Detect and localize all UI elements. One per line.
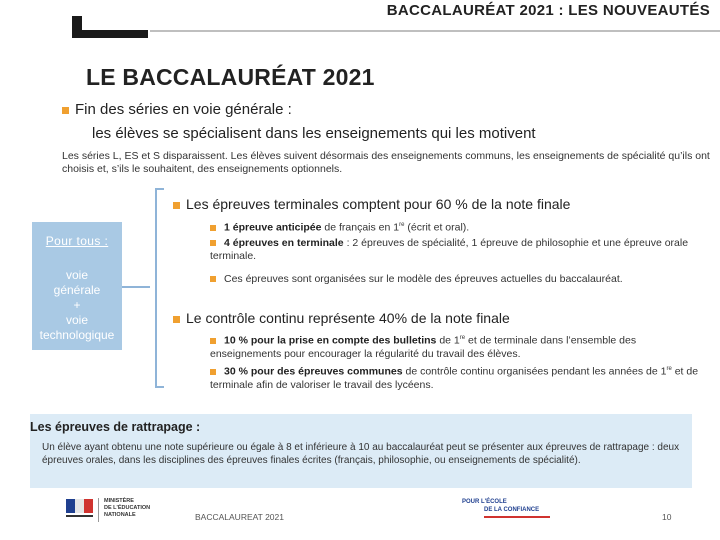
bullet-square-icon: [210, 225, 216, 231]
footer-title: BACCALAUREAT 2021: [195, 512, 284, 522]
audience-box: [32, 222, 122, 350]
confiance-line: POUR L'ÉCOLE: [462, 499, 507, 505]
bullet-square-icon: [62, 107, 69, 114]
audience-body: [32, 268, 122, 343]
item-bold: 10 % pour la prise en compte des bulletins: [224, 334, 437, 347]
intro-line-2: les élèves se spécialisent dans les enseignements qui les motivent: [92, 125, 536, 142]
item-sup: re: [459, 335, 466, 341]
confiance-line: DE LA CONFIANCE: [484, 507, 540, 513]
item-text: de contrôle continu organisées pendant les années de 1: [405, 365, 667, 378]
confiance-text: [462, 498, 539, 514]
intro-bold: en voie générale :: [172, 101, 292, 118]
logo-divider: [98, 498, 99, 522]
ministry-text: [104, 498, 150, 519]
item-text: de 1: [439, 334, 460, 347]
page-number: 10: [662, 512, 672, 522]
bullet-square-icon: [210, 240, 216, 246]
bullet-square-icon: [210, 338, 216, 344]
audience-line: voie: [65, 268, 88, 282]
item-text: : 2 épreuves de spécialité, 1 épreuve de philosophie et une épreuve orale terminale.: [210, 237, 689, 262]
ministry-line: MINISTÈRE: [104, 498, 134, 504]
audience-heading: Pour tous :: [45, 234, 109, 248]
audience-line: technologique: [39, 328, 115, 342]
ministry-line: NATIONALE: [104, 512, 136, 518]
rattrapage-body: Un élève ayant obtenu une note supérieure ou égale à 8 et inférieure à 10 au baccalauréat peut se présenter aux épreuves de rattrapage : deux épreuves orales, dans les disciplines des épreuves finales écrites (français, philosophie, ou enseignements de spécialité).: [42, 442, 680, 466]
item-sup: re: [666, 366, 672, 372]
item-text: (écrit et oral).: [407, 221, 470, 234]
continu-heading-text: Le contrôle continu représente 40% de la note finale: [186, 310, 510, 326]
terminales-heading-text: Les épreuves terminales comptent pour 60 % de la note finale: [186, 196, 571, 212]
audience-line: générale: [53, 283, 101, 297]
audience-line: +: [73, 298, 81, 312]
marianne-flag-icon: [62, 495, 96, 525]
bullet-square-icon: [173, 202, 180, 209]
continu-heading: [173, 310, 510, 326]
item-text: de français en 1: [324, 221, 400, 234]
corner-logo-horizontal: [72, 30, 148, 38]
terminales-item-2: [210, 237, 700, 263]
terminales-item-3: [210, 273, 700, 286]
intro-prefix: Fin des séries: [75, 101, 169, 118]
item-sup: re: [399, 222, 405, 228]
item-bold: 30 % pour des épreuves communes: [224, 365, 403, 378]
audience-line: voie: [65, 313, 88, 327]
item-text: et de terminale afin de valoriser le travail des lycéens.: [210, 365, 699, 391]
ecole-confiance-logo: [462, 496, 552, 522]
item-text: Ces épreuves sont organisées sur le modèle des épreuves actuelles du baccalauréat.: [224, 273, 623, 285]
bullet-square-icon: [210, 276, 216, 282]
terminales-item-1: [210, 219, 700, 235]
continu-item-2: [210, 363, 700, 392]
bracket-line: [156, 189, 164, 387]
item-bold: 4 épreuves en terminale: [224, 237, 344, 249]
confiance-underline: [484, 516, 550, 518]
item-text: et de terminale dans l’ensemble des enseignements pour encourager la régularité du travail des élèves.: [210, 334, 637, 360]
rattrapage-panel: [30, 414, 692, 488]
rattrapage-heading: Les épreuves de rattrapage :: [30, 420, 201, 434]
item-bold: 1 épreuve anticipée: [224, 221, 322, 234]
intro-line-1: [62, 101, 292, 118]
bullet-square-icon: [210, 369, 216, 375]
ministry-logo: [62, 495, 162, 525]
continu-item-1: [210, 332, 700, 361]
bullet-square-icon: [173, 316, 180, 323]
intro-paragraph: Les séries L, ES et S disparaissent. Les élèves suivent désormais des enseignements communs, les enseignements de spécialité qu’ils ont choisis et, s’ils le souhaitent, des enseignements optionnels.: [62, 150, 710, 175]
bracket-connector: [120, 185, 170, 395]
terminales-heading: [173, 196, 570, 212]
page-title: LE BACCALAURÉAT 2021: [86, 64, 375, 90]
ministry-line: DE L'ÉDUCATION: [104, 505, 151, 511]
header-title: BACCALAURÉAT 2021 : LES NOUVEAUTÉS: [386, 2, 710, 19]
